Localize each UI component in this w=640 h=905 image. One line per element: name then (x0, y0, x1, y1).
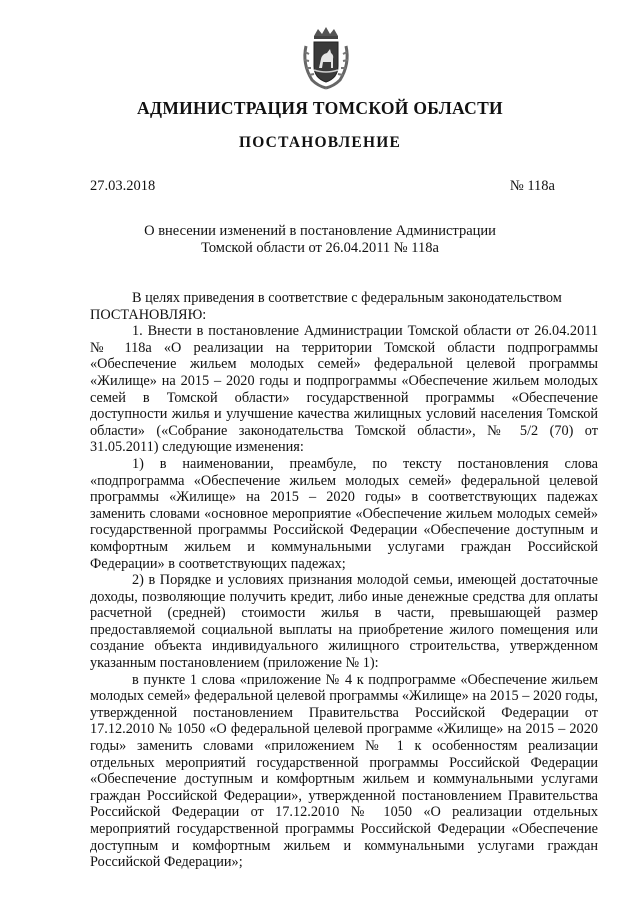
doc-subject (0, 223, 640, 257)
doc-number: № 118а (509, 178, 555, 194)
doc-body (90, 290, 598, 871)
body-paragraph: 1. Внести в постановление Администрации Томской области от 26.04.2011 № 118а «О реализации на территории Томской области подпрограммы «Обеспечение жильем молодых семей» федеральной целевой программы «Жилище» на 2015 – 2020 годы и подпрограммы «Обеспечение жильем молодых семей в Томской области» государственной программы «Обеспечение доступности жилья и улучшение качества жилищных условий населения Томской области» («Собрание законодательства Томской области», № 5/2 (70) от 31.05.2011) следующие изменения: (90, 323, 598, 456)
subject-line: О внесении изменений в постановление Администрации (144, 223, 496, 239)
org-title: АДМИНИСТРАЦИЯ ТОМСКОЙ ОБЛАСТИ (137, 98, 503, 118)
subject-line: Томской области от 26.04.2011 № 118а (201, 240, 439, 256)
body-paragraph: В целях приведения в соответствие с федеральным законодательством (132, 290, 562, 306)
doc-date: 27.03.2018 (90, 178, 156, 194)
resolve-keyword: ПОСТАНОВЛЯЮ: (90, 306, 207, 323)
coat-of-arms-icon (300, 26, 352, 90)
body-paragraph: 2) в Порядке и условиях признания молодой семьи, имеющей достаточные доходы, позволяющие получить кредит, либо иные денежные средства для оплаты расчетной (средней) стоимости жилья в части, превышающей размер предоставляемой социальной выплаты на приобретение жилого помещения или создание объекта индивидуального жилищного строительства, утвержденном указанным постановлением (приложение № 1): (90, 572, 598, 672)
body-paragraph: в пункте 1 слова «приложение № 4 к подпрограмме «Обеспечение жильем молодых семей» федеральной целевой программы «Жилище» на 2015 – 2020 годы, утвержденной постановлением Правительства Российской Федерации от 17.12.2010 № 1050 «О федеральной целевой программе «Жилище» на 2015 – 2020 годы» заменить словами «приложением № 1 к особенностям реализации отдельных мероприятий государственной программы Российской Федерации «Обеспечение доступным и комфортным жильем и коммунальными услугами граждан Российской Федерации», утвержденной постановлением Правительства Российской Федерации от 17.12.2010 № 1050 «О реализации отдельных мероприятий государственной программы Российской Федерации «Обеспечение доступным и комфортным жильем и коммунальными услугами граждан Российской Федерации»; (90, 671, 598, 871)
doc-type-title: ПОСТАНОВЛЕНИЕ (238, 134, 402, 151)
body-paragraph: 1) в наименовании, преамбуле, по тексту постановления слова «подпрограмма «Обеспечение жильем молодых семей» федеральной целевой программы «Жилище» на 2015 – 2020 годы» в соответствующих падежах заменить словами «основное мероприятие «Обеспечение жильем молодых семей» государственной программы Российской Федерации «Обеспечение доступным и комфортным жильем и коммунальными услугами граждан Российской Федерации» в соответствующих падежах; (90, 455, 598, 572)
